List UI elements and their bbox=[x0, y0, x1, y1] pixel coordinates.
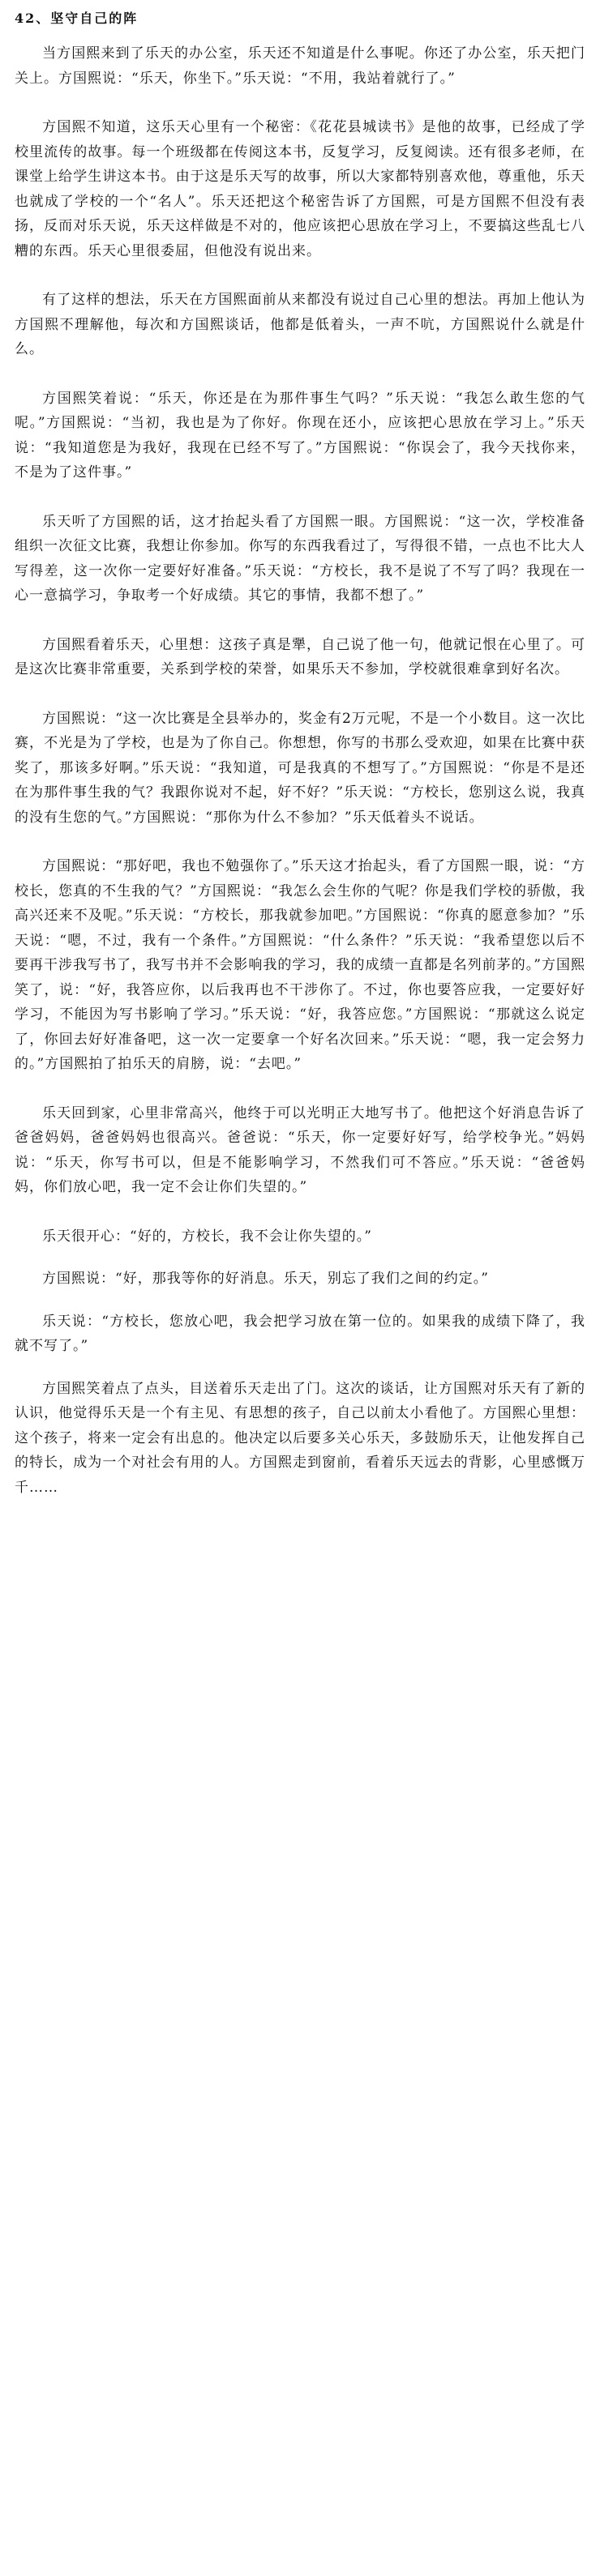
paragraph-13: 方国熙笑着点了点头，目送着乐天走出了门。这次的谈话，让方国熙对乐天有了新的认识，他觉得乐天是一个有主见、有思想的孩子，自己以前太小看他了。方国熙心里想：这个孩子，将来一定会有出息的。他决定以后要多关心乐天，多鼓励乐天，让他发挥自己的特长，成为一个对社会有用的人。方国熙走到窗前，看着乐天远去的背影，心里感慨万千…… bbox=[15, 1380, 585, 1496]
paragraph-3: 有了这样的想法，乐天在方国熙面前从来都没有说过自己心里的想法。再加上他认为方国熙不理解他，每次和方国熙谈话，他都是低着头，一声不吭，方国熙说什么就是什么。 bbox=[15, 292, 585, 357]
paragraph-6: 方国熙看着乐天，心里想：这孩子真是犟，自己说了他一句，他就记恨在心里了。可是这次比赛非常重要，关系到学校的荣誉，如果乐天不参加，学校就很难拿到好名次。 bbox=[15, 636, 585, 677]
paragraph-7: 方国熙说：“这一次比赛是全县举办的，奖金有2万元呢，不是一个小数目。这一次比赛，不光是为了学校，也是为了你自己。你想想，你写的书那么受欢迎，如果在比赛中获奖了，那该多好啊。”乐天说：“我知道，可是我真的不想写了。”方国熙说：“你是不是还在为那件事生我的气？我跟你说对不起，好不好？”乐天说：“方校长，您别这么说，我真的没有生您的气。”方国熙说：“那你为什么不参加？”乐天低着头不说话。 bbox=[15, 710, 585, 826]
paragraph-12: 乐天说：“方校长，您放心吧，我会把学习放在第一位的。如果我的成绩下降了，我就不写了。” bbox=[15, 1313, 585, 1354]
chapter-title: 42、坚守自己的阵 bbox=[15, 11, 139, 26]
paragraph-8: 方国熙说：“那好吧，我也不勉强你了。”乐天这才抬起头，看了方国熙一眼，说：“方校长，您真的不生我的气？”方国熙说：“我怎么会生你的气呢？你是我们学校的骄傲，我高兴还来不及呢。”乐天说：“方校长，那我就参加吧。”方国熙说：“你真的愿意参加？”乐天说：“嗯，不过，我有一个条件。”方国熙说：“什么条件？”乐天说：“我希望您以后不要再干涉我写书了，我写书并不会影响我的学习，我的成绩一直都是名列前茅的。”方国熙笑了，说：“好，我答应你，以后我再也不干涉你了。不过，你也要答应我，一定要好好学习，不能因为写书影响了学习。”乐天说：“好，我答应您。”方国熙说：“那就这么说定了，你回去好好准备吧，这一次一定要拿一个好名次回来。”乐天说：“嗯，我一定会努力的。”方国熙拍了拍乐天的肩膀，说：“去吧。” bbox=[15, 858, 585, 1072]
paragraph-5: 乐天听了方国熙的话，这才抬起头看了方国熙一眼。方国熙说：“这一次，学校准备组织一次征文比赛，我想让你参加。你写的东西我看过了，写得很不错，一点也不比大人写得差，这一次你一定要好好准备。”乐天说：“方校长，我不是说了不写了吗？我现在一心一意搞学习，争取考一个好成绩。其它的事情，我都不想了。” bbox=[15, 513, 585, 604]
paragraph-4: 方国熙笑着说：“乐天，你还是在为那件事生气吗？”乐天说：“我怎么敢生您的气呢。”方国熙说：“当初，我也是为了你好。你现在还小，应该把心思放在学习上。”乐天说：“我知道您是为我好，我现在已经不写了。”方国熙说：“你误会了，我今天找你来，不是为了这件事。” bbox=[15, 390, 585, 481]
paragraph-11: 方国熙说：“好，那我等你的好消息。乐天，别忘了我们之间的约定。” bbox=[42, 1271, 489, 1287]
paragraph-1: 当方国熙来到了乐天的办公室，乐天还不知道是什么事呢。你还了办公室，乐天把门关上。方国熙说：“乐天，你坐下。”乐天说：“不用，我站着就行了。” bbox=[15, 45, 585, 87]
paragraph-2: 方国熙不知道，这乐天心里有一个秘密：《花花县城读书》是他的故事，已经成了学校里流传的故事。每一个班级都在传阅这本书，反复学习，反复阅读。还有很多老师，在课堂上给学生讲这本书。由于这是乐天写的故事，所以大家都特别喜欢他，尊重他，乐天也就成了学校的一个“名人”。乐天还把这个秘密告诉了方国熙，可是方国熙不但没有表扬，反而对乐天说，乐天这样做是不对的，他应该把心思放在学习上，不要搞这些乱七八糟的东西。乐天心里很委屈，但他没有说出来。 bbox=[15, 119, 585, 259]
paragraph-9: 乐天回到家，心里非常高兴，他终于可以光明正大地写书了。他把这个好消息告诉了爸爸妈妈，爸爸妈妈也很高兴。爸爸说：“乐天，你一定要好好写，给学校争光。”妈妈说：“乐天，你写书可以，但是不能影响学习，不然我们可不答应。”乐天说：“爸爸妈妈，你们放心吧，我一定不会让你们失望的。” bbox=[15, 1104, 585, 1195]
paragraph-10: 乐天很开心：“好的，方校长，我不会让你失望的。” bbox=[42, 1228, 372, 1245]
